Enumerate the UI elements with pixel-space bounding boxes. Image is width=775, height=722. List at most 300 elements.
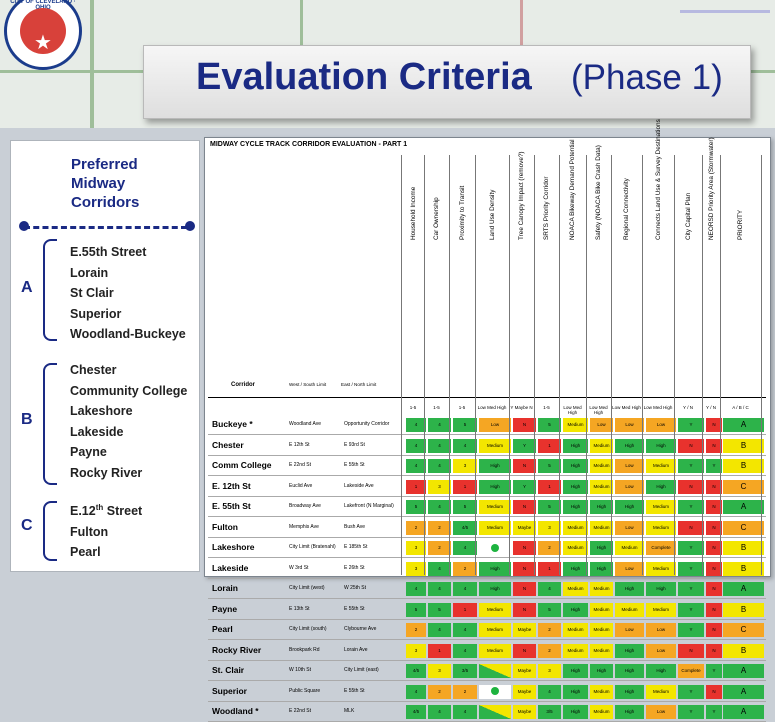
criteria-cell: Medium	[590, 459, 613, 473]
east-limit: Lakefront (N Marginal)	[344, 503, 394, 509]
east-limit: E 55th St	[344, 687, 365, 694]
criteria-cell: 5	[453, 500, 477, 514]
criteria-cell: Low	[615, 480, 644, 494]
criteria-cell: Y	[706, 459, 722, 473]
criteria-cell: Y	[678, 685, 704, 699]
criteria-cell: 5	[538, 603, 561, 617]
criteria-scale: 1-5	[409, 405, 417, 410]
table-row	[208, 416, 766, 435]
criteria-cell: High	[479, 459, 511, 473]
list-item: Pearl	[70, 545, 101, 560]
criteria-cell: Y	[678, 500, 704, 514]
criteria-cell: 3/5	[538, 705, 561, 719]
criteria-cell: High	[563, 480, 588, 494]
criteria-cell: N	[678, 480, 704, 494]
criteria-scale: Low Med High	[563, 405, 582, 415]
east-limit: E 93rd St	[344, 441, 365, 448]
list-item: Community College	[70, 383, 188, 398]
criteria-cell: Y	[513, 480, 536, 494]
criteria-cell: Medium	[563, 582, 588, 596]
evaluation-table	[204, 119, 771, 716]
criteria-cell: Medium	[479, 644, 511, 658]
priority-badge: B	[723, 459, 764, 473]
criteria-cell: Maybe	[513, 705, 536, 719]
criteria-cell: N	[513, 603, 536, 617]
table-row	[208, 498, 766, 517]
west-limit: E 13th St	[289, 605, 310, 612]
criteria-cell: 4	[428, 582, 451, 596]
east-limit: E 26th St	[344, 564, 365, 571]
criteria-cell: Medium	[590, 644, 613, 658]
criteria-cell: Maybe	[513, 623, 536, 637]
criteria-scale: 1-5	[543, 405, 550, 410]
corridor-name: Lakeside	[212, 562, 249, 573]
list-item: E.12th Street	[70, 503, 143, 519]
col-east-limit: East / North Limit	[341, 382, 377, 387]
criteria-cell: 1	[538, 480, 561, 494]
west-limit: City Limit (west)	[289, 585, 325, 591]
criteria-cell: N	[706, 582, 722, 596]
corridor-name: St. Clair	[212, 665, 245, 675]
column-divider	[424, 155, 425, 575]
status-dot-icon	[491, 544, 499, 552]
corridor-sidebar	[10, 140, 200, 572]
criteria-cell: Medium	[646, 459, 676, 473]
column-divider	[761, 155, 762, 575]
criteria-cell: 1	[538, 439, 561, 453]
title-banner	[143, 45, 751, 119]
col-corridor: Corridor	[231, 382, 255, 388]
criteria-cell: Medium	[479, 623, 511, 637]
criteria-cell: 4	[428, 439, 451, 453]
criteria-cell: High	[615, 582, 644, 596]
criteria-cell: 4	[406, 459, 426, 473]
criteria-cell: Medium	[563, 623, 588, 637]
criteria-cell: N	[513, 418, 536, 432]
criteria-scale: Low Med High	[589, 405, 608, 415]
criteria-cell: 3	[406, 541, 426, 555]
criteria-cell: High	[615, 439, 644, 453]
criteria-cell	[479, 541, 511, 555]
criteria-cell: 4	[428, 459, 451, 473]
criteria-cell: 4/5	[406, 664, 426, 678]
criteria-cell: N	[706, 685, 722, 699]
criteria-cell: N	[513, 459, 536, 473]
west-limit: W 3rd St	[289, 564, 309, 571]
criteria-cell: 4	[453, 439, 477, 453]
west-limit: E 22nd St	[289, 462, 311, 468]
criteria-cell: 3	[428, 664, 451, 678]
criteria-cell: Low	[615, 562, 644, 576]
criteria-cell: 5	[538, 418, 561, 432]
column-divider	[475, 155, 476, 575]
east-limit: Lorain Ave	[344, 646, 368, 653]
criteria-cell: 3	[406, 644, 426, 658]
priority-badge: C	[723, 623, 764, 637]
column-divider	[509, 155, 510, 575]
criteria-cell: Y	[706, 664, 722, 678]
criteria-cell: Low	[479, 418, 511, 432]
column-divider	[534, 155, 535, 575]
criteria-cell: 5	[428, 603, 451, 617]
criteria-scale: A / B / C	[732, 405, 749, 410]
west-limit: City Limit (south)	[289, 626, 327, 632]
criteria-cell: Y	[678, 418, 704, 432]
criteria-cell: N	[513, 644, 536, 658]
criteria-cell: Medium	[563, 418, 588, 432]
criteria-cell: N	[678, 439, 704, 453]
criteria-cell: N	[706, 521, 722, 535]
city-seal-logo	[4, 0, 82, 70]
table-row	[208, 662, 766, 681]
priority-badge: A	[723, 500, 764, 514]
criteria-scale: 1-5	[433, 405, 440, 410]
criteria-cell: Medium	[563, 521, 588, 535]
criteria-cell: High	[646, 664, 676, 678]
criteria-cell: 5	[538, 500, 561, 514]
status-dot-icon	[491, 687, 499, 695]
criteria-cell: High	[563, 459, 588, 473]
criteria-cell: 4	[428, 500, 451, 514]
table-row	[208, 539, 766, 558]
west-limit: Euclid Ave	[289, 482, 313, 489]
criteria-cell: High	[479, 582, 511, 596]
criteria-header: Tree Canopy Impact (remove?)	[518, 151, 525, 240]
corridor-name: Superior	[212, 685, 247, 696]
west-limit: Woodland Ave	[289, 421, 322, 427]
criteria-cell: N	[678, 521, 704, 535]
priority-badge: B	[723, 541, 764, 555]
table-row	[208, 580, 766, 599]
table-row	[208, 621, 766, 640]
priority-badge: A	[723, 705, 764, 719]
criteria-cell: Low	[615, 418, 644, 432]
criteria-cell: 3	[453, 459, 477, 473]
corridor-name: E. 55th St	[212, 501, 251, 511]
criteria-cell: High	[479, 562, 511, 576]
group-b-list	[70, 360, 187, 483]
bullet-icon	[185, 221, 195, 231]
criteria-cell: Maybe	[513, 521, 536, 535]
criteria-cell: Medium	[479, 603, 511, 617]
page-subtitle: (Phase 1)	[571, 58, 723, 97]
criteria-cell: Medium	[646, 521, 676, 535]
east-limit: Clybourne Ave	[344, 626, 377, 632]
criteria-cell: N	[513, 582, 536, 596]
criteria-cell: 3	[538, 521, 561, 535]
criteria-cell: 2	[428, 541, 451, 555]
criteria-cell: High	[563, 439, 588, 453]
priority-badge: C	[723, 521, 764, 535]
table-row	[208, 601, 766, 620]
criteria-cell: Low	[615, 623, 644, 637]
west-limit: W 10th St	[289, 667, 311, 673]
map-decoration	[680, 10, 770, 13]
west-limit: Brookpark Rd	[289, 646, 320, 653]
column-divider	[586, 155, 587, 575]
criteria-cell: Medium	[590, 685, 613, 699]
seal-text: CITY OF CLEVELAND ·	[10, 0, 76, 5]
corridor-name: Rocky River	[212, 644, 262, 655]
criteria-cell: High	[590, 541, 613, 555]
criteria-cell: N	[706, 418, 722, 432]
west-limit: City Limit (Bratenahl)	[289, 544, 336, 550]
priority-badge: A	[723, 685, 764, 699]
criteria-header: Land Use Density	[489, 189, 496, 240]
criteria-cell: 3/5	[453, 664, 477, 678]
criteria-cell: 5	[538, 459, 561, 473]
table-row	[208, 478, 766, 497]
corridor-name: Payne	[212, 603, 238, 614]
criteria-cell: N	[706, 603, 722, 617]
criteria-cell: High	[646, 582, 676, 596]
criteria-cell: Low	[646, 705, 676, 719]
criteria-cell: High	[615, 705, 644, 719]
criteria-cell: 2	[538, 623, 561, 637]
criteria-cell: Medium	[615, 603, 644, 617]
column-divider	[401, 155, 402, 575]
criteria-header: Regional Connectivity	[623, 178, 630, 240]
criteria-cell: 2	[453, 562, 477, 576]
criteria-header: PRIORITY	[737, 209, 744, 240]
criteria-cell: 5	[406, 603, 426, 617]
criteria-header: Proximity to Transit	[459, 185, 466, 240]
east-limit: Bush Ave	[344, 523, 366, 530]
criteria-cell: N	[513, 562, 536, 576]
page-title: Evaluation Criteria	[196, 56, 532, 98]
west-limit: E 22nd St	[289, 708, 311, 714]
criteria-cell: 4	[453, 705, 477, 719]
criteria-cell: N	[513, 541, 536, 555]
priority-badge: B	[723, 439, 764, 453]
criteria-cell: N	[706, 623, 722, 637]
corridor-name: Lakeshore	[212, 542, 255, 552]
east-limit: E 185th St	[344, 544, 368, 550]
criteria-cell: Medium	[479, 521, 511, 535]
table-row	[208, 457, 766, 476]
table-row	[208, 683, 766, 702]
column-divider	[702, 155, 703, 575]
criteria-scale: Y / N	[683, 405, 693, 410]
west-limit: Public Square	[289, 687, 321, 694]
list-item: Superior	[70, 306, 122, 321]
criteria-cell: High	[563, 603, 588, 617]
criteria-cell: N	[706, 439, 722, 453]
priority-badge: C	[723, 480, 764, 494]
criteria-cell: Medium	[479, 439, 511, 453]
criteria-header: Connects Land Use & Survey Destinations	[655, 119, 662, 240]
priority-badge: A	[723, 418, 764, 432]
criteria-header: Household Income	[410, 186, 417, 240]
table-row	[208, 703, 766, 722]
priority-badge: A	[723, 664, 764, 678]
criteria-cell: 2	[428, 521, 451, 535]
criteria-cell	[479, 664, 511, 678]
criteria-cell: Y	[678, 705, 704, 719]
list-item: Rocky River	[70, 465, 143, 480]
criteria-cell: High	[479, 480, 511, 494]
priority-badge: A	[723, 582, 764, 596]
list-item: Payne	[70, 445, 107, 459]
criteria-cell: 1	[453, 603, 477, 617]
criteria-cell: High	[615, 685, 644, 699]
criteria-cell: 4	[406, 582, 426, 596]
criteria-cell: 1	[538, 562, 561, 576]
criteria-cell: 3	[406, 562, 426, 576]
criteria-header: Safety (NOACA Bike Crash Data)	[595, 145, 602, 240]
criteria-cell: Medium	[563, 541, 588, 555]
group-letter-a: A	[21, 279, 33, 296]
criteria-cell: High	[563, 705, 588, 719]
criteria-header: SRTS Priority Corridor	[543, 176, 550, 240]
group-letter-c: C	[21, 517, 33, 534]
corridor-name: E. 12th St	[212, 480, 251, 491]
criteria-cell: Medium	[590, 603, 613, 617]
criteria-cell: Low	[646, 623, 676, 637]
criteria-cell: Low	[646, 418, 676, 432]
table-row	[208, 437, 766, 456]
criteria-cell: 5	[453, 418, 477, 432]
criteria-cell: 1	[453, 480, 477, 494]
west-limit: Broadway Ave	[289, 503, 321, 509]
criteria-cell: High	[563, 500, 588, 514]
criteria-cell: Medium	[563, 644, 588, 658]
criteria-cell: 5	[406, 500, 426, 514]
criteria-cell	[479, 705, 511, 719]
criteria-cell: Medium	[646, 603, 676, 617]
criteria-cell: High	[615, 644, 644, 658]
criteria-header: Car Ownership	[433, 197, 440, 240]
criteria-scale: Low Med High	[643, 405, 673, 410]
list-item: Fulton	[70, 524, 109, 539]
criteria-cell: High	[563, 664, 588, 678]
criteria-cell: Medium	[479, 500, 511, 514]
priority-badge: B	[723, 603, 764, 617]
criteria-cell: 4	[453, 541, 477, 555]
criteria-cell: Low	[646, 644, 676, 658]
criteria-cell: N	[513, 500, 536, 514]
criteria-cell: 2	[406, 521, 426, 535]
criteria-cell: Low	[590, 418, 613, 432]
east-limit: Lakeside Ave	[344, 482, 374, 489]
west-limit: Memphis Ave	[289, 523, 319, 530]
table-row	[208, 519, 766, 538]
criteria-cell: 4	[538, 582, 561, 596]
criteria-cell: High	[615, 500, 644, 514]
criteria-cell: High	[646, 480, 676, 494]
criteria-cell: 4	[428, 418, 451, 432]
criteria-cell: 1	[428, 644, 451, 658]
criteria-cell: 4/5	[453, 521, 477, 535]
criteria-scale: Y / N	[706, 405, 716, 410]
list-item: Woodland-Buckeye	[70, 327, 186, 341]
criteria-cell: 3	[538, 664, 561, 678]
map-decoration	[520, 0, 523, 50]
east-limit: W 25th St	[344, 585, 366, 591]
criteria-cell: 1	[406, 480, 426, 494]
list-item: E.55th Street	[70, 245, 147, 259]
criteria-header: NEORSD Priority Area (Stormwater)	[708, 137, 715, 240]
criteria-cell: Complete	[678, 664, 704, 678]
list-item: Lorain	[70, 265, 109, 280]
criteria-cell: Medium	[590, 439, 613, 453]
criteria-cell: 4	[453, 582, 477, 596]
list-item: Lakeshore	[70, 404, 133, 418]
brace-icon	[43, 501, 57, 561]
criteria-cell: 4	[538, 685, 561, 699]
criteria-cell: Maybe	[513, 664, 536, 678]
criteria-cell: Y	[678, 562, 704, 576]
criteria-scale: Low Med High	[477, 405, 507, 410]
criteria-cell: N	[678, 644, 704, 658]
column-divider	[449, 155, 450, 575]
criteria-cell: High	[563, 685, 588, 699]
table-row	[208, 642, 766, 661]
criteria-cell: N	[706, 562, 722, 576]
criteria-cell: High	[590, 500, 613, 514]
criteria-cell: Medium	[590, 582, 613, 596]
criteria-cell: Y	[678, 603, 704, 617]
criteria-cell: Y	[678, 623, 704, 637]
criteria-cell: Medium	[590, 623, 613, 637]
criteria-scale: Y Maybe N	[510, 405, 533, 410]
criteria-cell: N	[706, 644, 722, 658]
criteria-cell: Complete	[646, 541, 676, 555]
priority-badge: B	[723, 644, 764, 658]
group-a-list	[70, 242, 186, 345]
sidebar-title: Preferred Midway Corridors	[71, 156, 140, 211]
criteria-cell: 2	[538, 541, 561, 555]
criteria-cell: Medium	[590, 480, 613, 494]
list-item: Chester	[70, 363, 117, 377]
criteria-cell: Y	[513, 439, 536, 453]
criteria-cell: Medium	[590, 521, 613, 535]
corridor-name: Pearl	[212, 624, 233, 634]
criteria-cell: Medium	[646, 685, 676, 699]
criteria-cell: High	[590, 562, 613, 576]
column-divider	[674, 155, 675, 575]
column-divider	[720, 155, 721, 575]
criteria-cell: 4	[406, 418, 426, 432]
list-item: St Clair	[70, 286, 114, 300]
criteria-scale: 1-5	[458, 405, 466, 410]
seal-flag	[20, 8, 66, 54]
table-title: MIDWAY CYCLE TRACK CORRIDOR EVALUATION - PART 1	[210, 141, 408, 148]
criteria-cell: Medium	[590, 705, 613, 719]
corridor-name: Buckeye *	[212, 419, 253, 429]
criteria-cell: 2	[406, 623, 426, 637]
table-row	[208, 560, 766, 579]
criteria-cell: 4	[406, 439, 426, 453]
criteria-cell: 3	[428, 480, 451, 494]
east-limit: E 55th St	[344, 605, 365, 612]
map-decoration	[90, 0, 94, 128]
criteria-cell: 4	[453, 644, 477, 658]
criteria-cell: Medium	[646, 500, 676, 514]
corridor-name: Lorain	[212, 583, 238, 593]
criteria-cell: High	[563, 562, 588, 576]
group-c-list	[70, 498, 142, 563]
criteria-cell: Maybe	[513, 685, 536, 699]
criteria-cell: High	[646, 439, 676, 453]
criteria-cell: Medium	[615, 541, 644, 555]
criteria-cell: N	[706, 541, 722, 555]
criteria-cell: High	[615, 664, 644, 678]
east-limit: E 55th St	[344, 462, 365, 468]
criteria-cell: 4	[428, 705, 451, 719]
criteria-cell: Y	[678, 459, 704, 473]
column-divider	[611, 155, 612, 575]
